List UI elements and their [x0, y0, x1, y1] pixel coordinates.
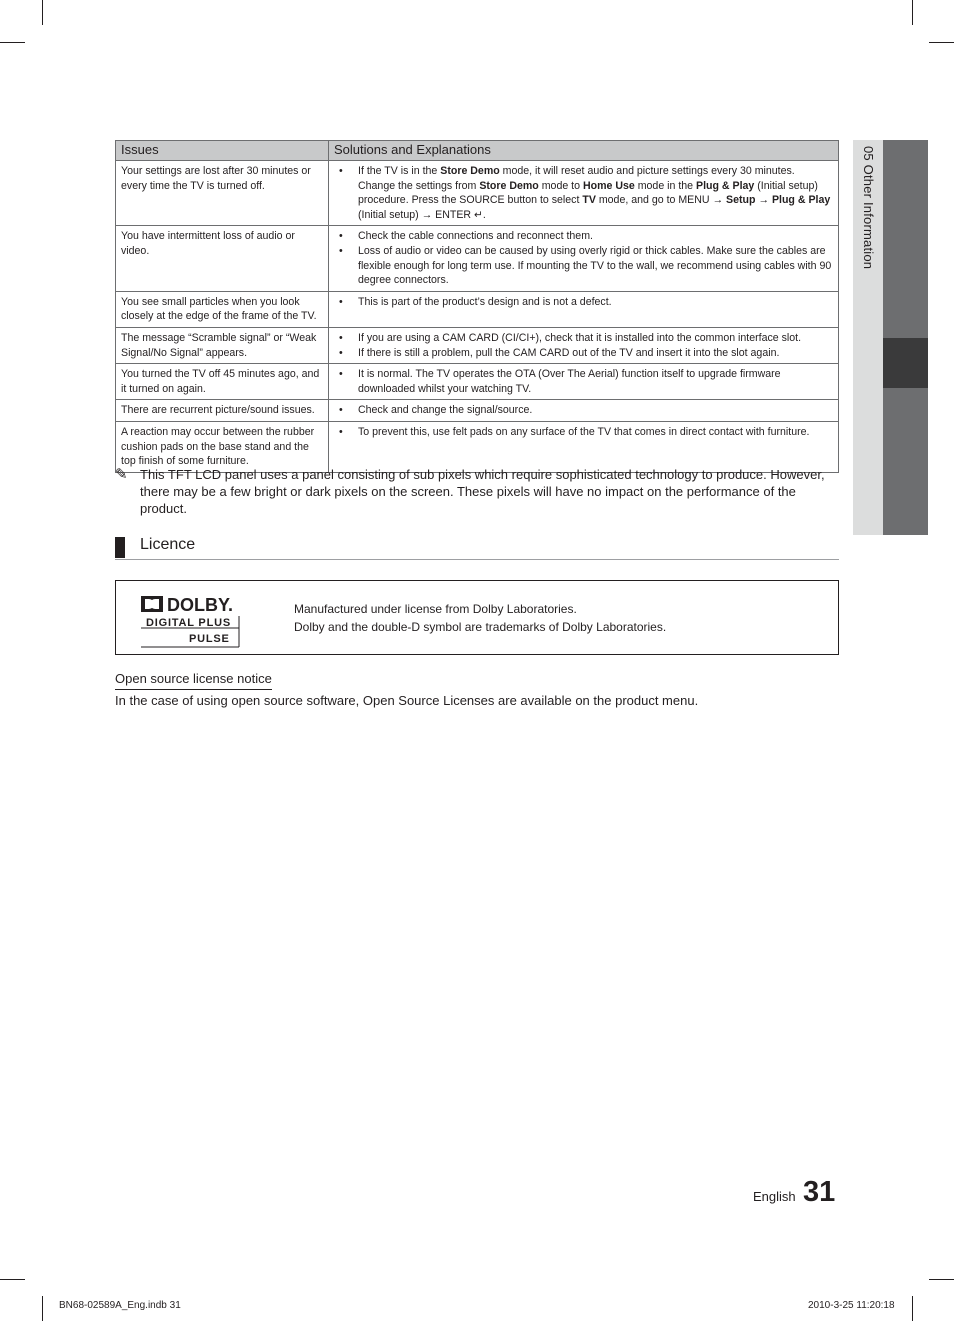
solution-list: [334, 403, 833, 418]
dolby-line-1: Manufactured under license from Dolby Laboratories.: [294, 602, 577, 616]
solution-item: • If you are using a CAM CARD (CI/CI+), check that it is installed into the common interface slot.: [334, 331, 833, 346]
issue-cell: Your settings are lost after 30 minutes or every time the TV is turned off.: [116, 161, 329, 226]
solution-cell: [329, 161, 839, 226]
solution-list: [334, 295, 833, 310]
crop-mark: [929, 42, 954, 43]
solution-item: • To prevent this, use felt pads on any surface of the TV that comes in direct contact with furniture.: [334, 425, 833, 440]
issue-cell: You have intermittent loss of audio or video.: [116, 226, 329, 291]
column-header-solutions: Solutions and Explanations: [329, 141, 839, 161]
crop-mark: [0, 1279, 25, 1280]
page-number: 31: [803, 1176, 836, 1208]
dolby-digital-plus: DIGITAL PLUS: [146, 617, 231, 629]
crop-mark: [912, 0, 913, 25]
crop-mark: [42, 0, 43, 25]
pencil-note-icon: ✎: [115, 466, 128, 483]
issue-cell: There are recurrent picture/sound issues.: [116, 400, 329, 422]
solution-cell: [329, 400, 839, 422]
table-row: [116, 291, 839, 327]
note-text: This TFT LCD panel uses a panel consisting of sub pixels which require sophisticated technology to produce. However, there may be a few bright or dark pixels on the screen. These pixels will have no impact on the performance of the product.: [140, 467, 825, 516]
solution-list: [334, 164, 833, 222]
solution-list: [334, 331, 833, 360]
issue-cell: A reaction may occur between the rubber cushion pads on the base stand and the top finish of some furniture.: [116, 421, 329, 472]
solution-item: • It is normal. The TV operates the OTA (Over The Aerial) function itself to upgrade firmware downloaded whilst your watching TV.: [334, 367, 833, 396]
dolby-wordmark: DOLBY.: [167, 595, 234, 615]
table-header-row: [116, 141, 839, 161]
table-row: [116, 161, 839, 226]
table-row: [116, 327, 839, 363]
crop-mark: [42, 1296, 43, 1321]
solution-cell: [329, 291, 839, 327]
note: [115, 466, 839, 517]
dolby-line-2: Dolby and the double-D symbol are trademarks of Dolby Laboratories.: [294, 620, 667, 634]
open-source-body: In the case of using open source software, Open Source Licenses are available on the product menu.: [115, 693, 699, 708]
column-header-issues: Issues: [116, 141, 329, 161]
licence-heading: [115, 536, 839, 560]
chapter-label: 05 Other Information: [861, 146, 876, 270]
table-row: [116, 400, 839, 422]
crop-mark: [929, 1279, 954, 1280]
crop-mark: [0, 42, 25, 43]
solution-cell: [329, 327, 839, 363]
issue-cell: You see small particles when you look closely at the edge of the frame of the TV.: [116, 291, 329, 327]
print-timestamp: 2010-3-25 11:20:18: [808, 1300, 895, 1311]
footer-language: English: [753, 1189, 796, 1204]
issue-cell: You turned the TV off 45 minutes ago, and it turned on again.: [116, 364, 329, 400]
solution-list: [334, 229, 833, 287]
table-row: [116, 364, 839, 400]
troubleshooting-table: [115, 140, 839, 473]
dolby-licence-text: [294, 600, 666, 636]
table-row: [116, 226, 839, 291]
solution-item: • If there is still a problem, pull the CAM CARD out of the TV and insert it into the slot again.: [334, 346, 833, 361]
side-tab-current-marker: [883, 338, 928, 388]
dolby-pulse: PULSE: [189, 633, 230, 645]
table-body: [116, 161, 839, 473]
issue-cell: The message “Scramble signal” or “Weak Signal/No Signal” appears.: [116, 327, 329, 363]
solution-list: [334, 367, 833, 396]
chapter-side-tab: [853, 140, 928, 535]
solution-item: • If the TV is in the Store Demo mode, it will reset audio and picture settings every 30 minutes. Change the settings from Store Demo mode to Home Use mode in the Plug & Play (Initial setup) procedure. Press the SOURCE button to select TV mode, and go to MENU → Setup → Plug & Play (Initial setup) → ENTER ↵.: [334, 164, 833, 222]
open-source-title: Open source license notice: [115, 671, 272, 690]
crop-mark: [912, 1296, 913, 1321]
table-row: [116, 421, 839, 472]
print-file-name: BN68-02589A_Eng.indb 31: [59, 1300, 181, 1311]
dolby-logo: [141, 594, 241, 649]
solution-item: • This is part of the product’s design and is not a defect.: [334, 295, 833, 310]
solution-item: • Loss of audio or video can be caused by using overly rigid or thick cables. Make sure the cables are flexible enough for long term use. If mounting the TV to the wall, we recommend using cables with 90 degree connectors.: [334, 244, 833, 288]
solution-item: • Check the cable connections and reconnect them.: [334, 229, 833, 244]
solution-cell: [329, 421, 839, 472]
heading-bar: [115, 537, 125, 558]
licence-title: Licence: [140, 536, 196, 553]
solution-cell: [329, 364, 839, 400]
solution-list: [334, 425, 833, 440]
solution-cell: [329, 226, 839, 291]
solution-item: • Check and change the signal/source.: [334, 403, 833, 418]
dolby-licence-box: [115, 580, 839, 655]
